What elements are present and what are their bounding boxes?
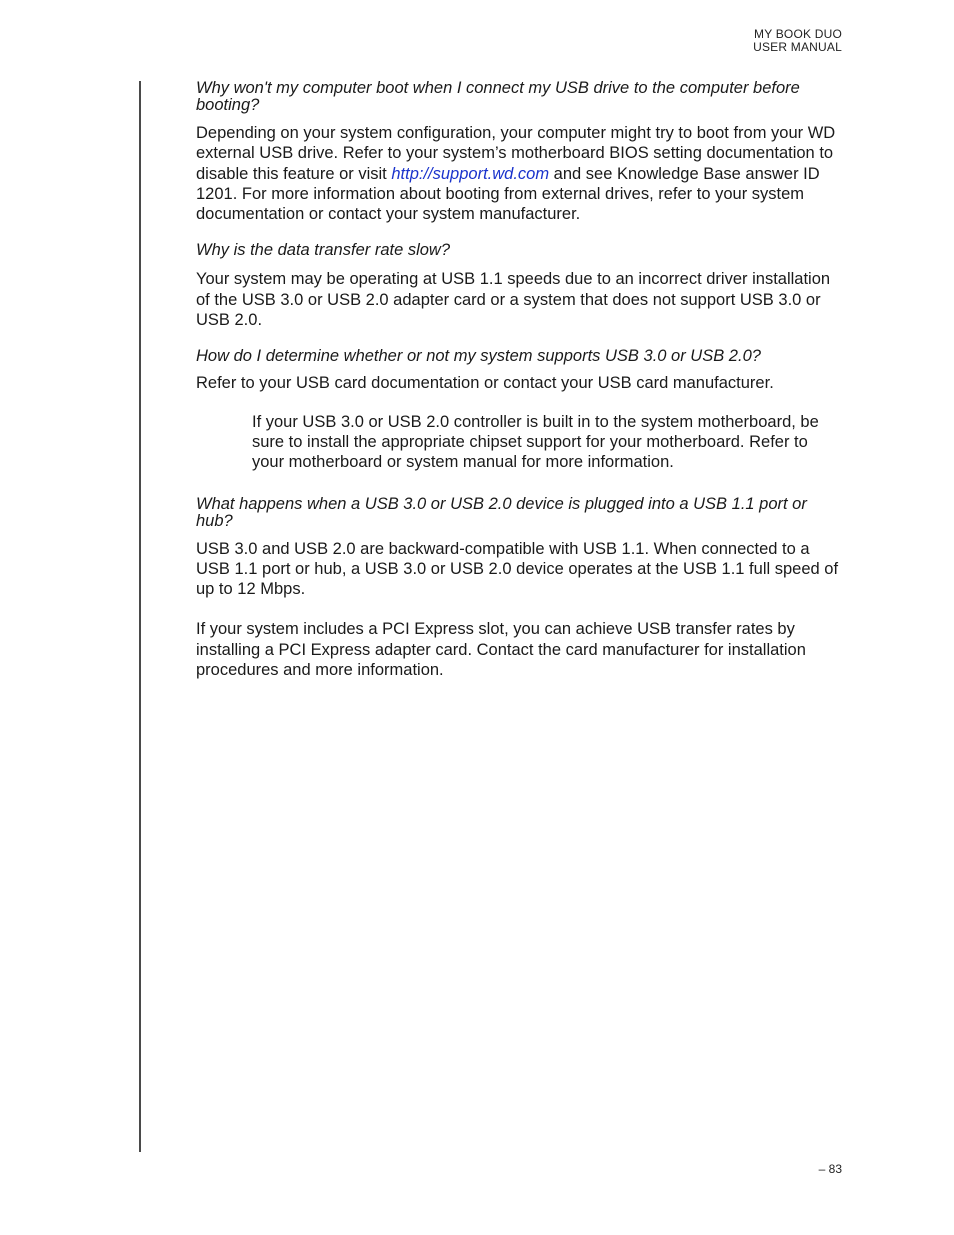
faq-answer-usb-support: Refer to your USB card documentation or contact your USB card manufacturer.	[196, 374, 774, 393]
faq-answer-usb11: USB 3.0 and USB 2.0 are backward-compatible with USB 1.1. When connected to a USB 1.1 port or hub, a USB 3.0 or USB 2.0 device operates at the USB 1.1 full speed of up to 12 Mbps.	[196, 539, 839, 599]
faq-answer-boot-text-2: and see Knowledge Base answer ID 1201. For more information about booting from external drives, refer to your system documentation or contact your system manufacturer.	[196, 164, 820, 224]
faq-answer-boot	[196, 123, 842, 224]
faq-question-usb11: What happens when a USB 3.0 or USB 2.0 device is plugged into a USB 1.1 port or hub?	[196, 494, 807, 530]
main-content	[196, 80, 842, 680]
faq-answer-boot-text-1: Depending on your system configuration, your computer might try to boot from your WD external USB drive. Refer to your system’s motherboard BIOS setting documentation to disable this feature or visit	[196, 124, 836, 183]
support-link[interactable]: http://support.wd.com	[391, 164, 550, 183]
faq-question-boot: Why won't my computer boot when I connect my USB drive to the computer before booting?	[196, 79, 800, 114]
page-header	[753, 28, 842, 54]
faq-question-transfer-rate: Why is the data transfer rate slow?	[196, 241, 451, 260]
faq-answer-pci-express: If your system includes a PCI Express slot, you can achieve USB transfer rates by installing a PCI Express adapter card. Contact the card manufacturer for installation procedures and more information.	[196, 620, 806, 680]
faq-note-motherboard: If your USB 3.0 or USB 2.0 controller is built in to the system motherboard, be sure to install the appropriate chipset support for your motherboard. Refer to your motherboard or system manual for more information.	[252, 412, 819, 472]
faq-question-usb-support: How do I determine whether or not my system supports USB 3.0 or USB 2.0?	[196, 347, 761, 366]
page-number: – 83	[818, 1162, 842, 1176]
faq-answer-transfer-rate: Your system may be operating at USB 1.1 speeds due to an incorrect driver installation of the USB 3.0 or USB 2.0 adapter card or a system that does not support USB 3.0 or USB 2.0.	[196, 270, 831, 330]
header-document-title: USER MANUAL	[753, 40, 842, 54]
margin-rule	[139, 81, 141, 1152]
header-product-title: MY BOOK DUO	[754, 27, 842, 41]
